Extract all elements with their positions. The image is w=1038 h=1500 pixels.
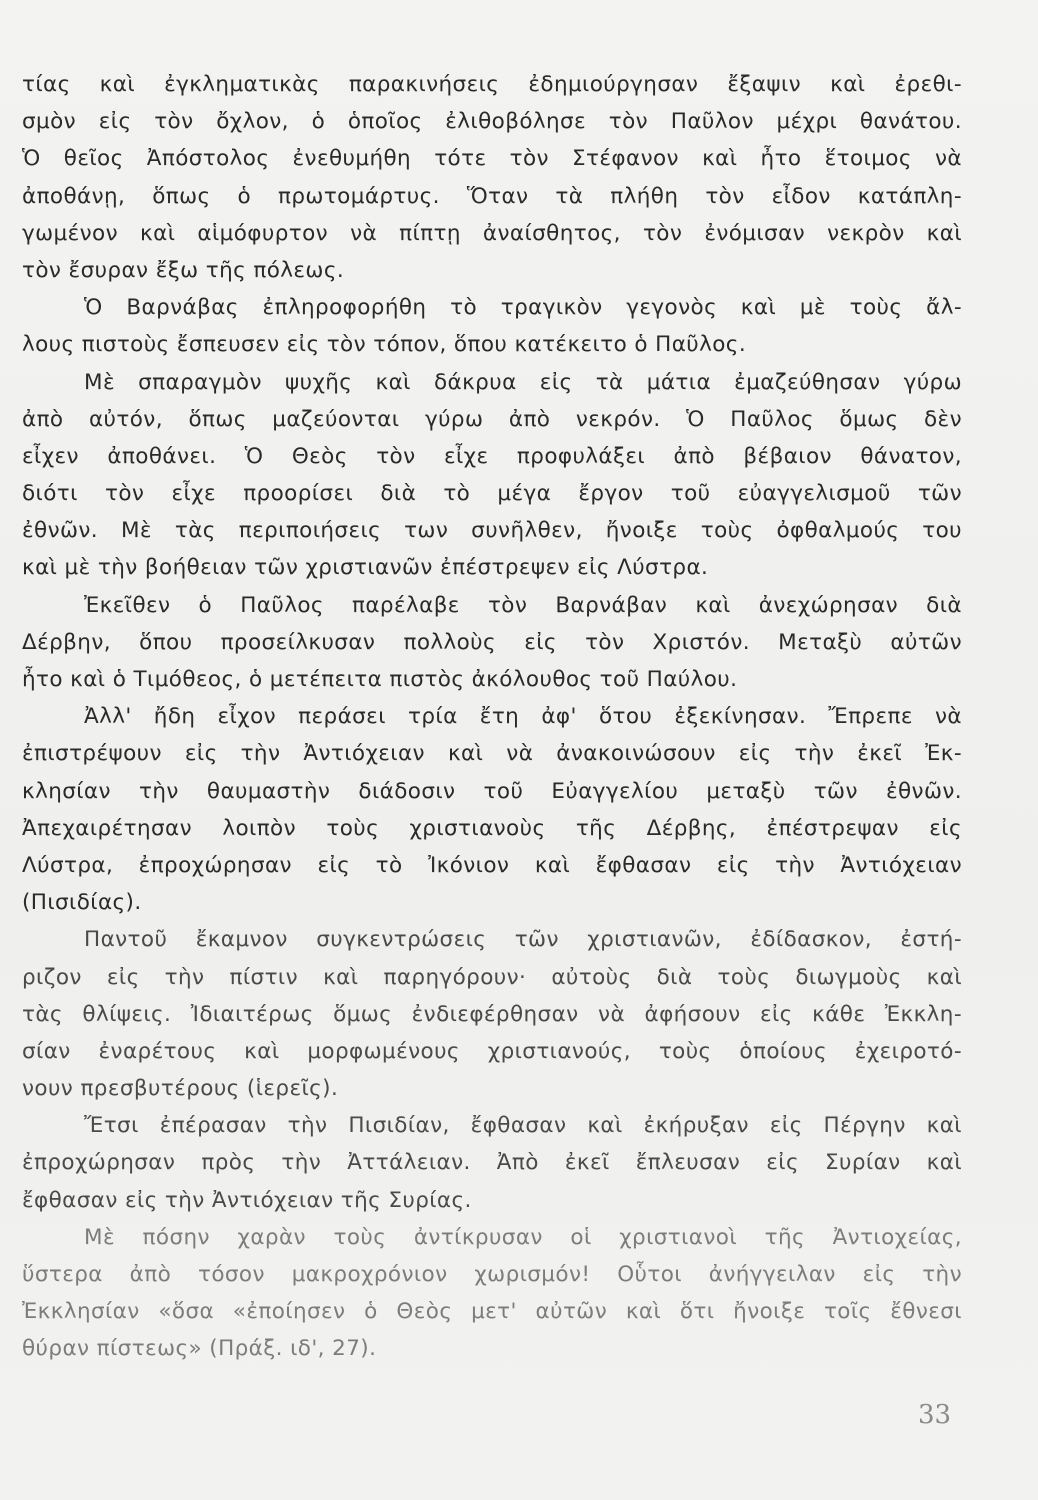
text-line: ριζον εἰς τὴν πίστιν καὶ παρηγόρουν· αὐτοὺς διὰ τοὺς διωγμοὺς καὶ <box>22 964 962 990</box>
text-line: (Πισιδίας). <box>22 890 142 916</box>
paragraph-5 <box>22 698 962 921</box>
text-line: σίαν ἐναρέτους καὶ μορφωμένους χριστιανούς, τοὺς ὁποίους ἐχειροτό- <box>22 1038 962 1064</box>
body-text <box>22 66 962 1368</box>
text-line: Ἀλλ' ἤδη εἶχον περάσει τρία ἔτη ἀφ' ὅτου ἐξεκίνησαν. Ἔπρεπε νὰ <box>84 704 962 730</box>
paragraph-6 <box>22 921 962 1107</box>
paragraph-1 <box>22 66 962 289</box>
text-line: Λύστρα, ἐπροχώρησαν εἰς τὸ Ἰκόνιον καὶ ἔφθασαν εἰς τὴν Ἀντιόχειαν <box>22 852 962 878</box>
text-line: σμὸν εἰς τὸν ὄχλον, ὁ ὁποῖος ἐλιθοβόλησε τὸν Παῦλον μέχρι θανάτου. <box>22 109 962 135</box>
text-line: εἶχεν ἀποθάνει. Ὁ Θεὸς τὸν εἶχε προφυλάξει ἀπὸ βέβαιον θάνατον, <box>22 443 962 469</box>
text-line: λους πιστοὺς ἔσπευσεν εἰς τὸν τόπον, ὅπου κατέκειτο ὁ Παῦλος. <box>22 332 747 358</box>
text-line: τίας καὶ ἐγκληματικὰς παρακινήσεις ἐδημιούργησαν ἔξαψιν καὶ ἐρεθι- <box>22 72 962 97</box>
paragraph-2 <box>22 289 962 363</box>
text-line: ἦτο καὶ ὁ Τιμόθεος, ὁ μετέπειτα πιστὸς ἀκόλουθος τοῦ Παύλου. <box>22 667 738 692</box>
text-line: θύραν πίστεως» (Πράξ. ιδ', 27). <box>22 1336 377 1362</box>
text-line: τὸν ἔσυραν ἔξω τῆς πόλεως. <box>22 257 345 283</box>
text-line: νουν πρεσβυτέρους (ἱερεῖς). <box>22 1076 339 1102</box>
paragraph-3 <box>22 364 962 587</box>
text-line: ἀποθάνῃ, ὅπως ὁ πρωτομάρτυς. Ὅταν τὰ πλήθη τὸν εἶδον κατάπλη- <box>22 183 962 209</box>
paragraph-4 <box>22 587 962 699</box>
text-line: Ὁ θεῖος Ἀπόστολος ἐνεθυμήθη τότε τὸν Στέφανον καὶ ἦτο ἕτοιμος νὰ <box>22 146 962 172</box>
text-line: ὕστερα ἀπὸ τόσον μακροχρόνιον χωρισμόν! Οὗτοι ἀνήγγειλαν εἰς τὴν <box>22 1262 962 1287</box>
text-line: Παντοῦ ἔκαμνον συγκεντρώσεις τῶν χριστιανῶν, ἐδίδασκον, ἐστή- <box>84 927 962 953</box>
text-line: ἐπροχώρησαν πρὸς τὴν Ἀττάλειαν. Ἀπὸ ἐκεῖ ἔπλευσαν εἰς Συρίαν καὶ <box>22 1150 962 1176</box>
paragraph-8 <box>22 1219 962 1368</box>
text-line: ἐπιστρέψουν εἰς τὴν Ἀντιόχειαν καὶ νὰ ἀνακοινώσουν εἰς τὴν ἐκεῖ Ἐκ- <box>22 741 962 767</box>
paragraph-7 <box>22 1107 962 1219</box>
text-line: ἔφθασαν εἰς τὴν Ἀντιόχειαν τῆς Συρίας. <box>22 1187 472 1213</box>
page-number: 33 <box>918 1400 952 1430</box>
text-line: ἐθνῶν. Μὲ τὰς περιποιήσεις των συνῆλθεν, ἤνοιξε τοὺς ὀφθαλμούς του <box>22 518 962 544</box>
text-line: Ἔτσι ἐπέρασαν τὴν Πισιδίαν, ἔφθασαν καὶ ἐκήρυξαν εἰς Πέργην καὶ <box>84 1113 962 1139</box>
text-line: καὶ μὲ τὴν βοήθειαν τῶν χριστιανῶν ἐπέστρεψεν εἰς Λύστρα. <box>22 555 709 581</box>
text-line: Μὲ πόσην χαρὰν τοὺς ἀντίκρυσαν οἱ χριστιανοὶ τῆς Ἀντιοχείας, <box>84 1224 962 1250</box>
text-line: Ἐκεῖθεν ὁ Παῦλος παρέλαβε τὸν Βαρνάβαν καὶ ἀνεχώρησαν διὰ <box>84 592 962 618</box>
text-line: Δέρβην, ὅπου προσείλκυσαν πολλοὺς εἰς τὸν Χριστόν. Μεταξὺ αὐτῶν <box>22 629 962 655</box>
text-line: διότι τὸν εἶχε προορίσει διὰ τὸ μέγα ἔργον τοῦ εὐαγγελισμοῦ τῶν <box>22 481 962 507</box>
text-line: κλησίαν τὴν θαυμαστὴν διάδοσιν τοῦ Εὐαγγελίου μεταξὺ τῶν ἐθνῶν. <box>22 778 962 804</box>
text-line: τὰς θλίψεις. Ἰδιαιτέρως ὅμως ἐνδιεφέρθησαν νὰ ἀφήσουν εἰς κάθε Ἐκκλη- <box>22 1001 962 1027</box>
text-line: Ὁ Βαρνάβας ἐπληροφορήθη τὸ τραγικὸν γεγονὸς καὶ μὲ τοὺς ἄλ- <box>84 295 962 321</box>
text-line: Ἐκκλησίαν «ὅσα «ἐποίησεν ὁ Θεὸς μετ' αὐτῶν καὶ ὅτι ἤνοιξε τοῖς ἔθνεσι <box>22 1299 962 1325</box>
text-line: ἀπὸ αὐτόν, ὅπως μαζεύονται γύρω ἀπὸ νεκρόν. Ὁ Παῦλος ὅμως δὲν <box>22 406 962 432</box>
text-line: Μὲ σπαραγμὸν ψυχῆς καὶ δάκρυα εἰς τὰ μάτια ἐμαζεύθησαν γύρω <box>84 369 962 395</box>
text-line: γωμένον καὶ αἱμόφυρτον νὰ πίπτῃ ἀναίσθητος, τὸν ἐνόμισαν νεκρὸν καὶ <box>22 220 962 246</box>
text-line: Ἀπεχαιρέτησαν λοιπὸν τοὺς χριστιανοὺς τῆς Δέρβης, ἐπέστρεψαν εἰς <box>22 815 962 841</box>
